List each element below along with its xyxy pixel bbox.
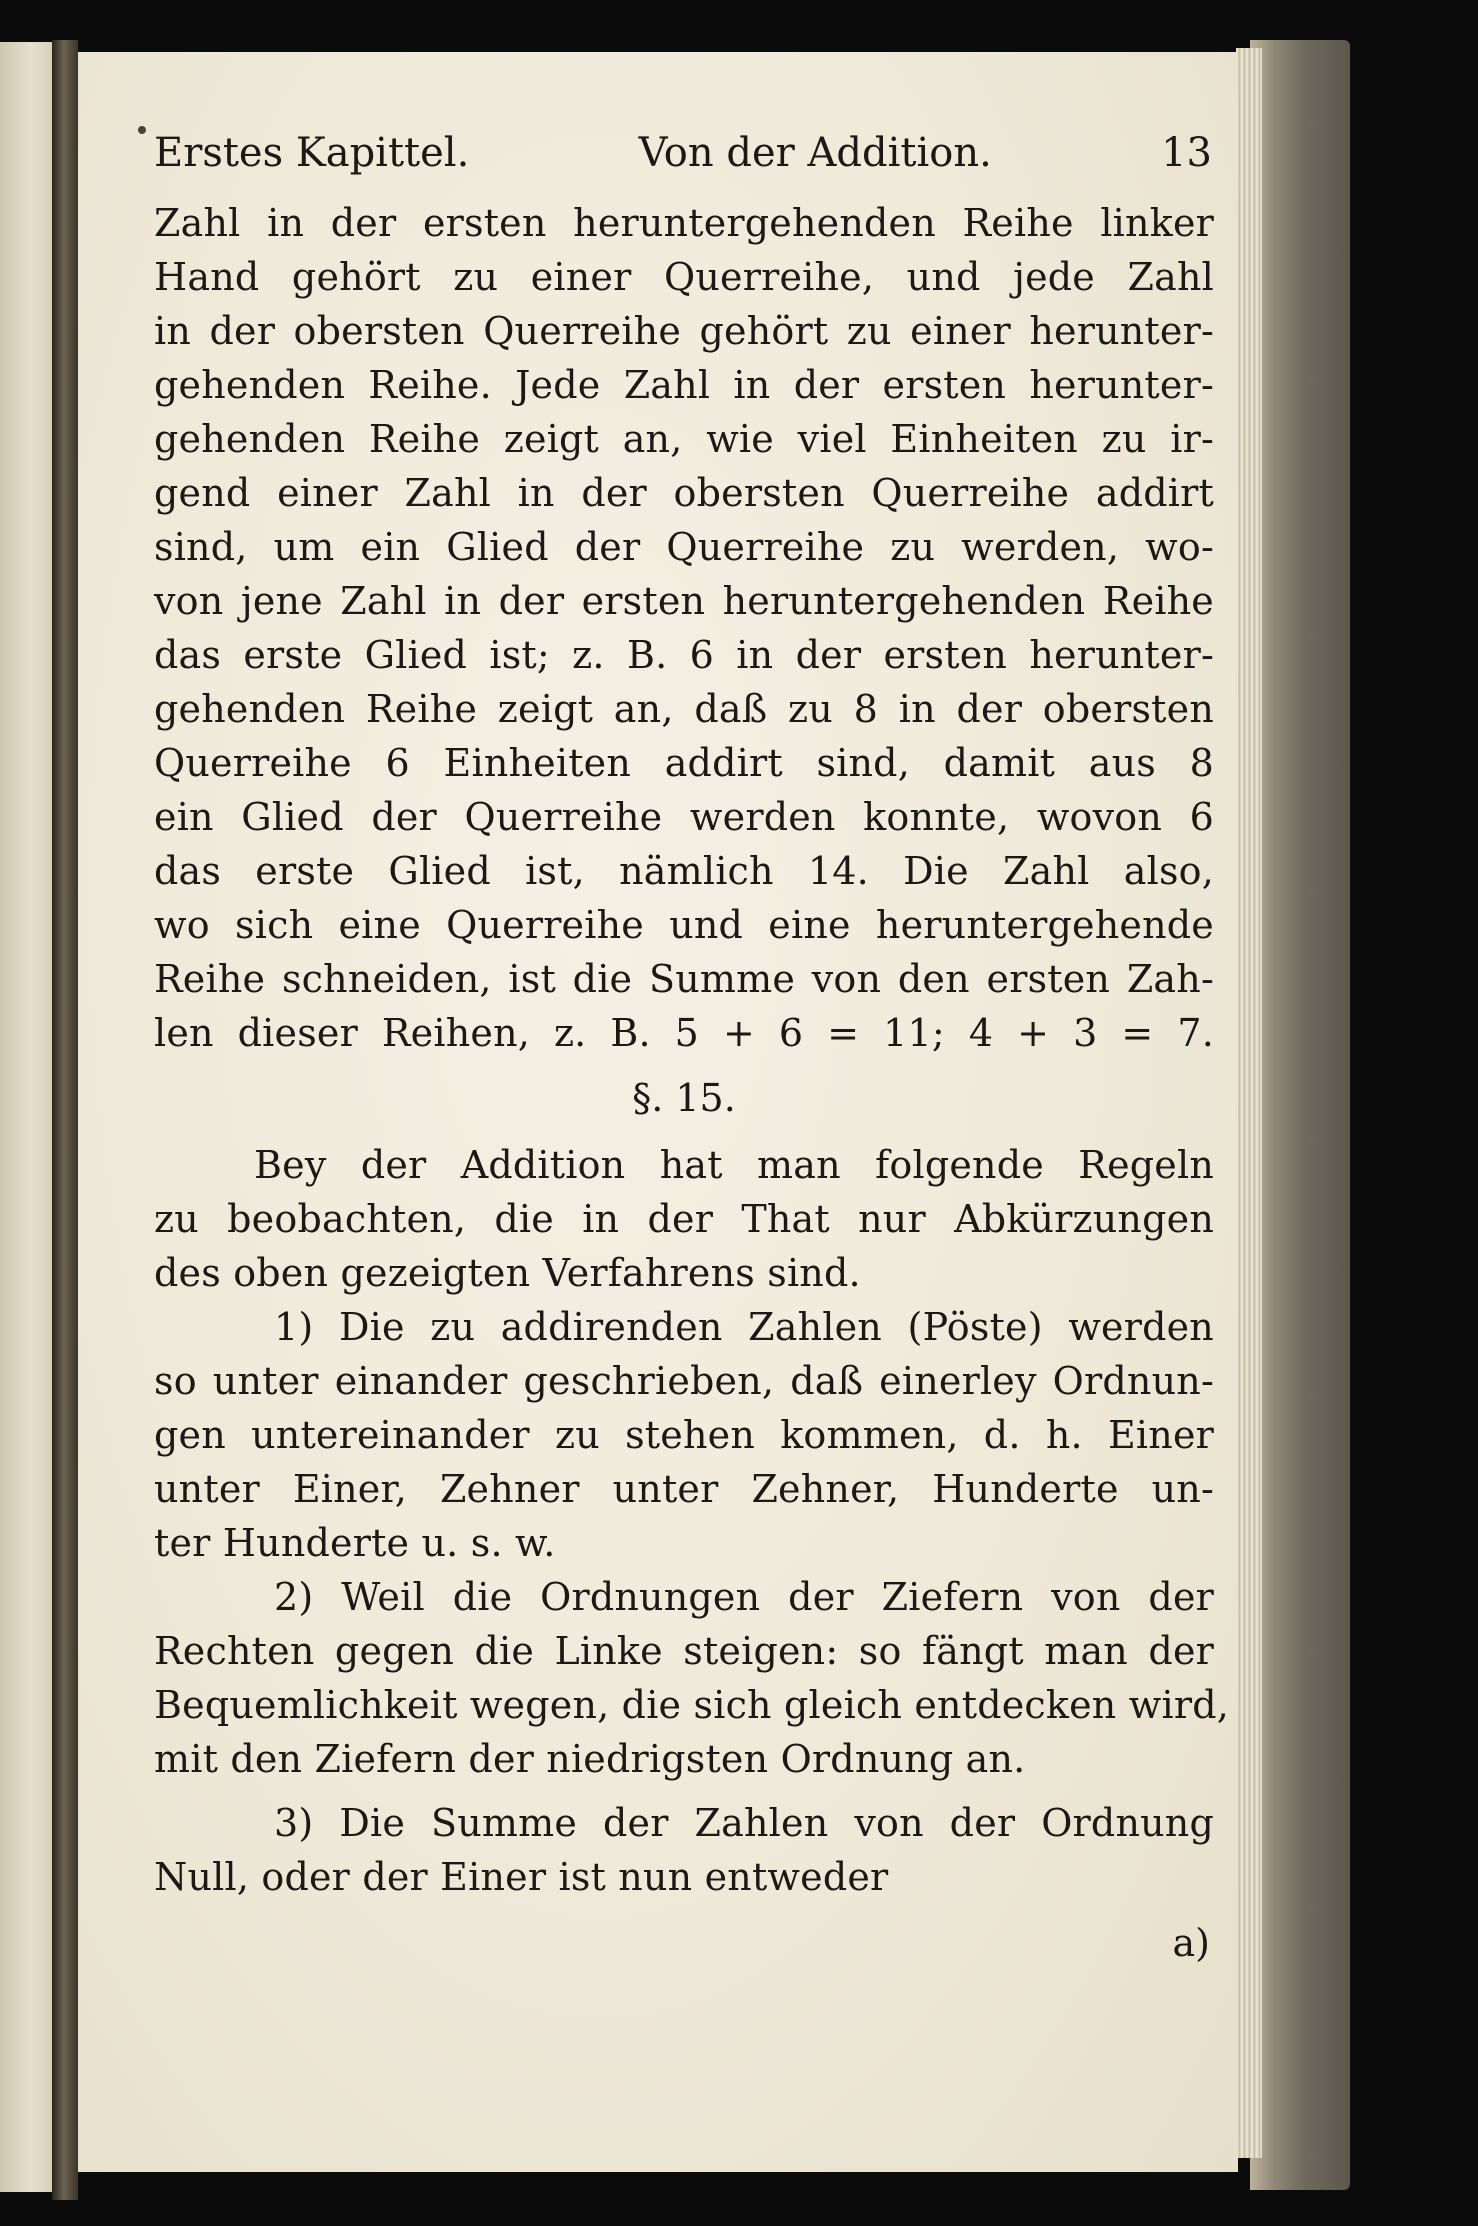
text-line: sind, um ein Glied der Querreihe zu werden, wo- (154, 525, 1214, 569)
section-title: Von der Addition. (638, 130, 992, 176)
page-text (154, 130, 1230, 1970)
text-line: gehenden Reihe zeigt an, daß zu 8 in der obersten (154, 687, 1214, 731)
text-line: zu beobachten, die in der That nur Abkürzungen (154, 1197, 1214, 1241)
paragraph-rules-intro (154, 1138, 1214, 1300)
text-line: unter Einer, Zehner unter Zehner, Hunderte un- (154, 1467, 1214, 1511)
text-line: Zahl in der ersten heruntergehenden Reihe linker (154, 201, 1214, 245)
rule-1 (154, 1300, 1214, 1570)
text-line: gend einer Zahl in der obersten Querreihe addirt (154, 471, 1214, 515)
text-line: das erste Glied ist, nämlich 14. Die Zahl also, (154, 849, 1214, 893)
text-line: gen untereinander zu stehen kommen, d. h. Einer (154, 1413, 1214, 1457)
book-gutter (52, 40, 78, 2200)
paragraph-continuation (154, 196, 1214, 1060)
book-page (78, 52, 1238, 2172)
previous-page-edge (0, 42, 52, 2192)
catchword: a) (1172, 1921, 1210, 1965)
text-line: gehenden Reihe. Jede Zahl in der ersten herunter- (154, 363, 1214, 407)
text-line: Null, oder der Einer ist nun entweder (154, 1855, 889, 1899)
text-line: 3) Die Summe der Zahlen von der Ordnung (274, 1801, 1214, 1845)
text-line: Bey der Addition hat man folgende Regeln (254, 1143, 1214, 1187)
running-header (154, 130, 1214, 176)
text-line: wo sich eine Querreihe und eine heruntergehende (154, 903, 1214, 947)
rule-3 (154, 1796, 1214, 1904)
chapter-title: Erstes Kapittel. (154, 130, 470, 176)
text-line: das erste Glied ist; z. B. 6 in der ersten herunter- (154, 633, 1214, 677)
rule-2 (154, 1570, 1230, 1786)
text-line: ter Hunderte u. s. w. (154, 1521, 556, 1565)
text-line: mit den Ziefern der niedrigsten Ordnung an. (154, 1737, 1026, 1781)
text-line: Rechten gegen die Linke steigen: so fängt man der (154, 1629, 1214, 1673)
page-number: 13 (1161, 130, 1212, 176)
text-line: Querreihe 6 Einheiten addirt sind, damit aus 8 (154, 741, 1214, 785)
ink-speck (138, 126, 146, 134)
text-line: ein Glied der Querreihe werden konnte, wovon 6 (154, 795, 1214, 839)
book-cover-edge (1250, 40, 1350, 2190)
text-line: Reihe schneiden, ist die Summe von den ersten Zah- (154, 957, 1214, 1001)
text-line: Hand gehört zu einer Querreihe, und jede Zahl (154, 255, 1214, 299)
text-line: so unter einander geschrieben, daß einerley Ordnun- (154, 1359, 1214, 1403)
section-heading: §. 15. (632, 1076, 736, 1120)
text-line: von jene Zahl in der ersten heruntergehenden Reihe (154, 579, 1214, 623)
text-line: gehenden Reihe zeigt an, wie viel Einheiten zu ir- (154, 417, 1214, 461)
text-line: des oben gezeigten Verfahrens sind. (154, 1251, 861, 1295)
page-stack-edge (1236, 48, 1262, 2158)
text-line: 2) Weil die Ordnungen der Ziefern von der (274, 1575, 1214, 1619)
text-line: 1) Die zu addirenden Zahlen (Pöste) werden (274, 1305, 1214, 1349)
text-line: in der obersten Querreihe gehört zu einer herunter- (154, 309, 1214, 353)
text-line: len dieser Reihen, z. B. 5 + 6 = 11; 4 + 3 = 7. (154, 1011, 1214, 1055)
text-line: Bequemlichkeit wegen, die sich gleich entdecken wird, (154, 1683, 1230, 1727)
